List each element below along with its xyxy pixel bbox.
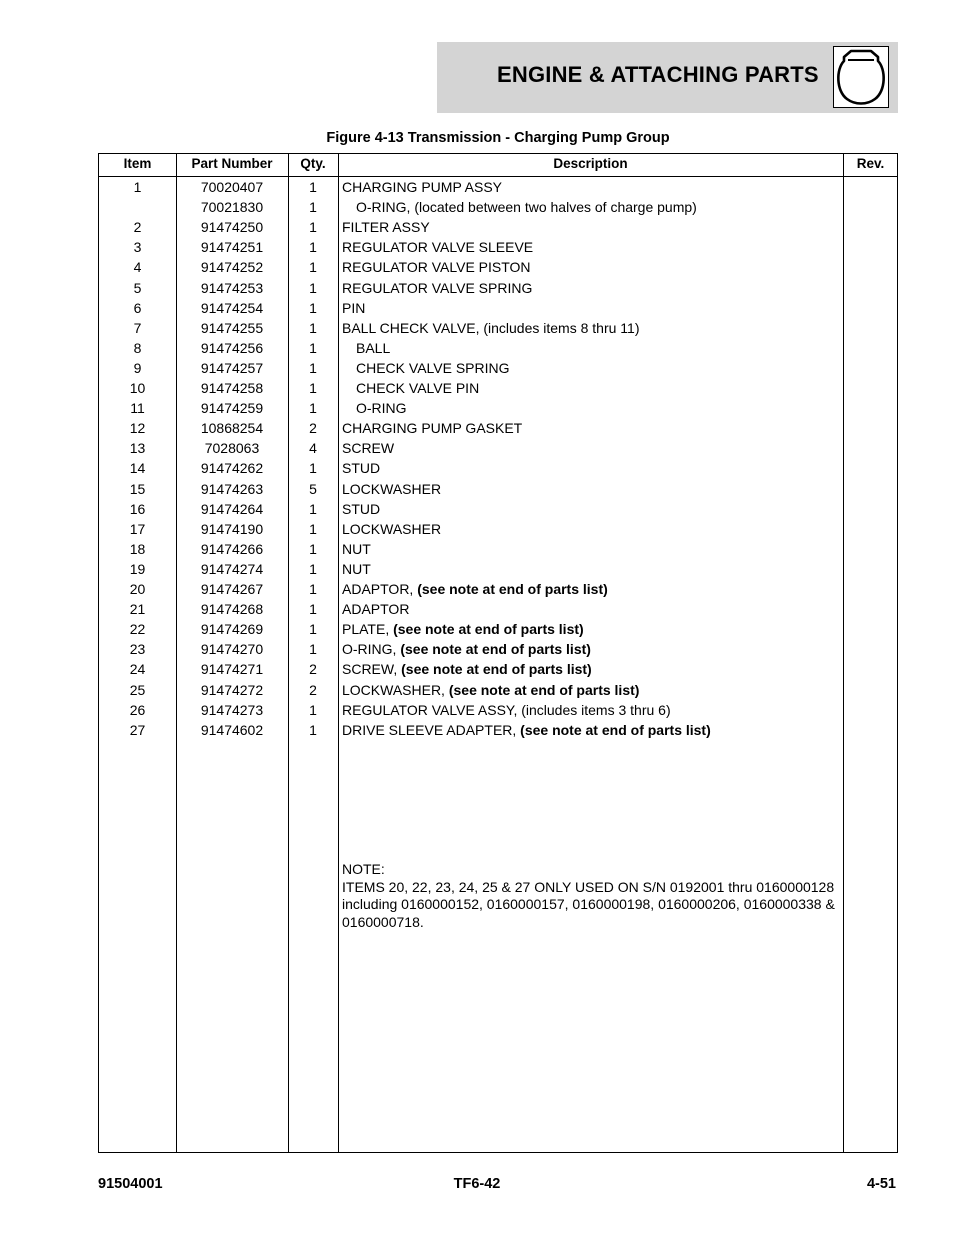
description-cell — [342, 438, 842, 458]
description-text: LOCKWASHER, — [342, 681, 449, 698]
description-text: LOCKWASHER — [342, 480, 442, 497]
table-row — [99, 599, 897, 619]
item-cell: 4 — [133, 259, 142, 276]
description-cell — [356, 358, 856, 378]
column-header-description: Description — [553, 156, 628, 171]
item-cell: 27 — [129, 721, 146, 738]
part-number-cell: 91474256 — [200, 339, 264, 356]
description-cell — [342, 479, 842, 499]
description-text: REGULATOR VALVE SLEEVE — [342, 239, 534, 256]
note-label: NOTE: — [342, 861, 385, 877]
qty-cell: 2 — [309, 681, 317, 698]
table-row — [99, 217, 897, 237]
part-number-cell: 91474252 — [200, 259, 264, 276]
description-cell — [342, 217, 842, 237]
part-number-cell: 70020407 — [200, 179, 264, 195]
description-cell — [342, 639, 842, 659]
table-row — [99, 378, 897, 398]
footer-document-number: 91504001 — [98, 1176, 163, 1192]
table-row — [99, 237, 897, 257]
description-cell — [342, 680, 842, 700]
description-text: CHARGING PUMP ASSY — [342, 179, 503, 195]
qty-cell: 5 — [309, 480, 317, 497]
part-number-cell: 91474602 — [200, 721, 264, 738]
description-text: ADAPTOR, — [342, 581, 418, 597]
description-text: REGULATOR VALVE SPRING — [342, 279, 533, 296]
qty-cell: 1 — [309, 359, 317, 376]
description-cell — [342, 720, 842, 740]
description-note-reference: (see note at end of parts list) — [393, 621, 584, 638]
part-number-cell: 91474255 — [200, 319, 264, 336]
item-cell: 1 — [133, 179, 142, 195]
note-text: ITEMS 20, 22, 23, 24, 25 & 27 ONLY USED ON S/N 0192001 thru 0160000128 including 0160000152, 0160000157, 0160000198, 0160000206, 0160000338 & 0160000718. — [342, 878, 835, 930]
table-row — [99, 680, 897, 700]
item-cell: 8 — [133, 339, 142, 356]
table-row — [99, 579, 897, 599]
description-note-reference: (see note at end of parts list) — [520, 721, 711, 738]
table-row — [99, 499, 897, 519]
part-number-cell: 10868254 — [200, 420, 264, 437]
qty-cell: 1 — [309, 199, 317, 216]
description-cell — [342, 659, 842, 679]
description-text: STUD — [342, 460, 381, 477]
description-cell — [342, 257, 842, 277]
item-cell: 23 — [129, 641, 146, 658]
description-cell — [342, 519, 842, 539]
table-row — [99, 479, 897, 499]
table-row — [99, 639, 897, 659]
item-cell: 16 — [129, 500, 146, 517]
item-cell: 19 — [129, 560, 146, 577]
qty-cell: 1 — [309, 641, 317, 658]
item-cell: 11 — [130, 400, 145, 417]
description-cell — [356, 378, 856, 398]
description-text: ADAPTOR — [342, 601, 410, 618]
description-cell — [342, 700, 842, 720]
parts-note — [342, 861, 842, 931]
item-cell: 25 — [129, 681, 146, 698]
column-header-qty: Qty. — [300, 156, 326, 171]
part-number-cell: 91474190 — [200, 520, 264, 537]
description-text: REGULATOR VALVE ASSY, (includes items 3 thru 6) — [342, 701, 671, 718]
qty-cell: 1 — [309, 540, 317, 557]
item-cell: 14 — [129, 460, 146, 477]
description-cell — [342, 499, 842, 519]
part-number-cell: 91474262 — [200, 460, 264, 477]
table-row — [99, 519, 897, 539]
qty-cell: 2 — [309, 661, 317, 678]
part-number-cell: 70021830 — [200, 199, 264, 216]
description-cell — [342, 298, 842, 318]
description-note-reference: (see note at end of parts list) — [401, 661, 592, 678]
figure-title: Figure 4-13 Transmission - Charging Pump Group — [326, 130, 670, 146]
qty-cell: 4 — [309, 440, 317, 457]
description-cell — [356, 338, 856, 358]
part-number-cell: 7028063 — [204, 440, 260, 457]
item-cell: 7 — [133, 319, 142, 336]
description-note-reference: (see note at end of parts list) — [417, 581, 608, 597]
description-text: SCREW, — [342, 661, 402, 678]
qty-cell: 1 — [309, 500, 317, 517]
description-note-reference: (see note at end of parts list) — [400, 641, 591, 658]
item-cell: 10 — [129, 380, 146, 396]
part-number-cell: 91474267 — [200, 581, 264, 597]
part-number-cell: 91474263 — [200, 480, 264, 497]
item-cell: 22 — [129, 621, 146, 638]
table-row — [99, 197, 897, 217]
description-text: CHECK VALVE SPRING — [356, 359, 510, 376]
description-text: BALL CHECK VALVE, (includes items 8 thru 11) — [342, 319, 640, 336]
column-header-rev: Rev. — [856, 156, 885, 171]
table-row — [99, 619, 897, 639]
part-number-cell: 91474254 — [200, 299, 264, 316]
part-number-cell: 91474274 — [200, 560, 264, 577]
qty-cell: 2 — [309, 420, 317, 437]
part-number-cell: 91474259 — [200, 400, 264, 417]
table-row — [99, 700, 897, 720]
part-number-cell: 91474268 — [200, 601, 264, 618]
table-row — [99, 398, 897, 418]
description-text: PIN — [342, 299, 366, 316]
qty-cell: 1 — [309, 339, 317, 356]
item-cell: 18 — [129, 540, 146, 557]
part-number-cell: 91474269 — [200, 621, 264, 638]
description-text: DRIVE SLEEVE ADAPTER, — [342, 721, 521, 738]
column-header-item: Item — [123, 156, 152, 171]
description-text: NUT — [342, 540, 371, 557]
description-text: SCREW — [342, 440, 395, 457]
item-cell: 12 — [129, 420, 146, 437]
qty-cell: 1 — [309, 239, 317, 256]
part-number-cell: 91474270 — [200, 641, 264, 658]
description-cell — [342, 539, 842, 559]
description-text: STUD — [342, 500, 381, 517]
table-row — [99, 559, 897, 579]
qty-cell: 1 — [309, 299, 317, 316]
part-number-cell: 91474251 — [200, 239, 264, 256]
description-text: REGULATOR VALVE PISTON — [342, 259, 531, 276]
description-text: O-RING, (located between two halves of charge pump) — [356, 199, 697, 216]
description-cell — [342, 237, 842, 257]
description-cell — [342, 318, 842, 338]
description-text: PLATE, — [342, 621, 394, 638]
table-row — [99, 358, 897, 378]
description-cell — [356, 398, 856, 418]
description-cell — [342, 177, 842, 197]
description-note-reference: (see note at end of parts list) — [448, 681, 640, 698]
table-row — [99, 539, 897, 559]
part-number-cell: 91474273 — [200, 701, 264, 718]
item-cell: 24 — [129, 661, 146, 678]
table-row — [99, 458, 897, 478]
description-cell — [342, 579, 842, 599]
item-cell: 13 — [129, 440, 146, 457]
qty-cell: 1 — [309, 259, 317, 276]
part-number-cell: 91474258 — [200, 380, 264, 396]
table-row — [99, 418, 897, 438]
qty-cell: 1 — [309, 179, 317, 195]
item-cell: 21 — [129, 601, 146, 618]
item-cell: 3 — [133, 239, 142, 256]
description-cell — [342, 278, 842, 298]
footer-page-number: 4-51 — [866, 1176, 896, 1192]
item-cell: 17 — [129, 520, 146, 537]
parts-table — [98, 153, 898, 1153]
qty-cell: 1 — [309, 701, 317, 718]
table-row — [99, 298, 897, 318]
part-number-cell: 91474264 — [200, 500, 264, 517]
item-cell: 15 — [129, 480, 146, 497]
table-row — [99, 338, 897, 358]
item-cell: 2 — [133, 219, 142, 236]
description-cell — [342, 599, 842, 619]
description-cell — [342, 559, 842, 579]
qty-cell: 1 — [309, 581, 317, 597]
part-number-cell: 91474250 — [200, 219, 264, 236]
section-title: ENGINE & ATTACHING PARTS — [497, 62, 819, 87]
table-row — [99, 257, 897, 277]
description-text: FILTER ASSY — [342, 219, 430, 236]
qty-cell: 1 — [309, 560, 317, 577]
section-header — [437, 42, 898, 113]
description-cell — [342, 458, 842, 478]
qty-cell: 1 — [309, 380, 317, 396]
table-row — [99, 278, 897, 298]
table-row — [99, 659, 897, 679]
description-cell — [356, 197, 856, 217]
table-row — [99, 177, 897, 197]
part-number-cell: 91474257 — [200, 359, 264, 376]
part-number-cell: 91474253 — [200, 279, 264, 296]
qty-cell: 1 — [309, 601, 317, 618]
qty-cell: 1 — [309, 400, 317, 417]
part-number-cell: 91474271 — [200, 661, 264, 678]
table-row — [99, 438, 897, 458]
item-cell: 6 — [133, 299, 142, 316]
column-header-part-number: Part Number — [191, 156, 273, 171]
qty-cell: 1 — [309, 279, 317, 296]
description-text: O-RING — [356, 400, 407, 417]
description-text: CHECK VALVE PIN — [356, 380, 480, 396]
item-cell: 26 — [129, 701, 146, 718]
qty-cell: 1 — [309, 621, 317, 638]
description-text: BALL — [356, 339, 391, 356]
qty-cell: 1 — [309, 721, 317, 738]
footer-model: TF6-42 — [453, 1176, 501, 1192]
description-text: NUT — [342, 560, 371, 577]
table-row — [99, 318, 897, 338]
description-cell — [342, 619, 842, 639]
description-text: LOCKWASHER — [342, 520, 442, 537]
table-row — [99, 720, 897, 740]
part-number-cell: 91474266 — [200, 540, 264, 557]
qty-cell: 1 — [309, 319, 317, 336]
item-cell: 9 — [133, 359, 142, 376]
item-cell: 5 — [133, 279, 142, 296]
qty-cell: 1 — [309, 460, 317, 477]
qty-cell: 1 — [309, 520, 317, 537]
description-text: O-RING, — [342, 641, 401, 658]
engine-icon — [833, 46, 889, 108]
qty-cell: 1 — [309, 219, 317, 236]
part-number-cell: 91474272 — [200, 681, 264, 698]
item-cell: 20 — [129, 581, 146, 597]
description-text: CHARGING PUMP GASKET — [342, 420, 523, 437]
description-cell — [342, 418, 842, 438]
